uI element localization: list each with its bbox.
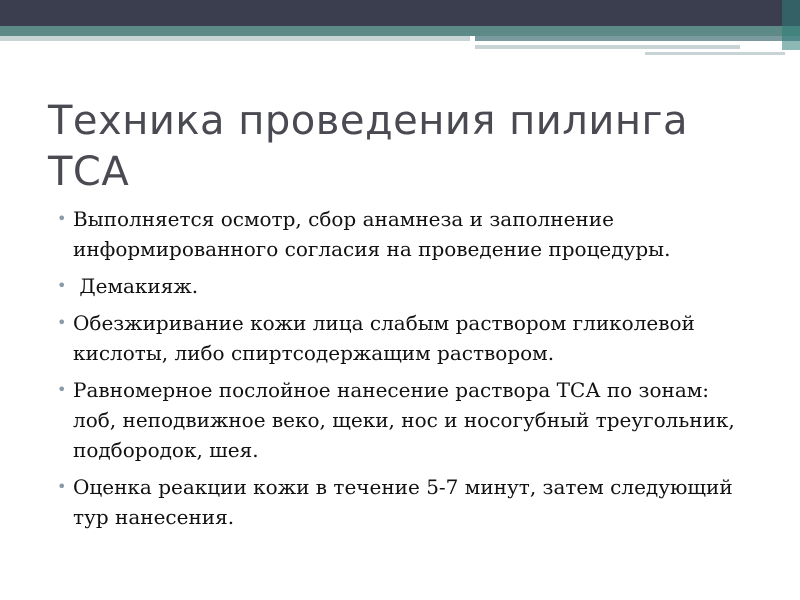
header-stripe [0, 36, 470, 41]
header-accent-bar [782, 0, 800, 50]
bullet-text: Оценка реакции кожи в течение 5-7 минут, затем следующий тур нанесения. [73, 475, 733, 529]
bullet-text: Обезжиривание кожи лица слабым раствором гликолевой кислоты, либо спиртсодержащим раствором. [73, 311, 695, 365]
bullet-icon: • [57, 209, 67, 228]
slide-title: Техника проведения пилинга ТСА [48, 98, 689, 195]
bullet-list [57, 204, 757, 539]
bullet-item [57, 375, 757, 465]
bullet-text: Демакияж. [73, 274, 199, 298]
bullet-text: Выполняется осмотр, сбор анамнеза и заполнение информированного согласия на проведение процедуры. [73, 207, 671, 261]
header-dark-bar [0, 0, 800, 26]
bullet-item [57, 308, 757, 368]
header-teal-bar [0, 26, 800, 36]
bullet-item [57, 271, 757, 301]
bullet-icon: • [57, 477, 67, 496]
bullet-icon: • [57, 380, 67, 399]
bullet-icon: • [57, 276, 67, 295]
bullet-text: Равномерное послойное нанесение раствора ТСА по зонам: лоб, неподвижное веко, щеки, нос и носогубный треугольник, подбородок, шея. [73, 378, 735, 462]
header-stripe [475, 36, 800, 41]
header-stripe [645, 52, 785, 55]
bullet-icon: • [57, 313, 67, 332]
header-stripe [475, 45, 740, 49]
bullet-item [57, 204, 757, 264]
bullet-item [57, 472, 757, 532]
